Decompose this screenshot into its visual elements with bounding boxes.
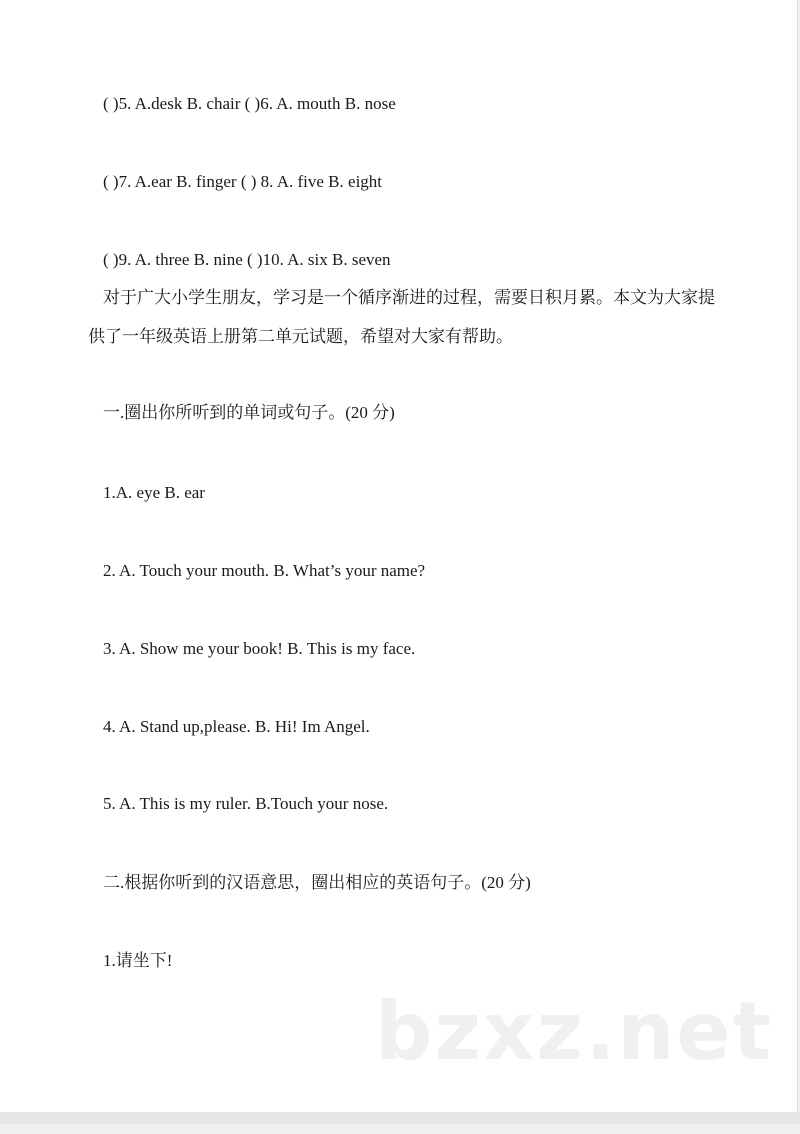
section-title: 一.圈出你所听到的单词或句子。(20 分)	[103, 403, 395, 422]
question-line: ( )5. A.desk B. chair ( )6. A. mouth B. nose	[103, 94, 396, 113]
intro-paragraph: 对于广大小学生朋友，学习是一个循序渐进的过程，需要日积月累。本文为大家提供了一年级英语上册第二单元试题，希望对大家有帮助。	[88, 288, 715, 346]
watermark: bzxz.net	[375, 985, 773, 1078]
question-line: ( )9. A. three B. nine ( )10. A. six B. seven	[103, 250, 391, 269]
question-item: 1.A. eye B. ear	[103, 483, 205, 502]
question-item: 2. A. Touch your mouth. B. What’s your name?	[103, 561, 426, 580]
section-title: 二.根据你听到的汉语意思，圈出相应的英语句子。(20 分)	[103, 873, 531, 892]
question-line: ( )7. A.ear B. finger ( ) 8. A. five B. eight	[103, 172, 383, 191]
question-item: 3. A. Show me your book! B. This is my face.	[103, 639, 416, 658]
page-separator	[0, 1112, 800, 1124]
question-item: 4. A. Stand up,please. B. Hi! Im Angel.	[103, 717, 370, 736]
question-item: 5. A. This is my ruler. B.Touch your nose.	[103, 794, 389, 813]
question-item: 1.请坐下!	[103, 951, 173, 970]
